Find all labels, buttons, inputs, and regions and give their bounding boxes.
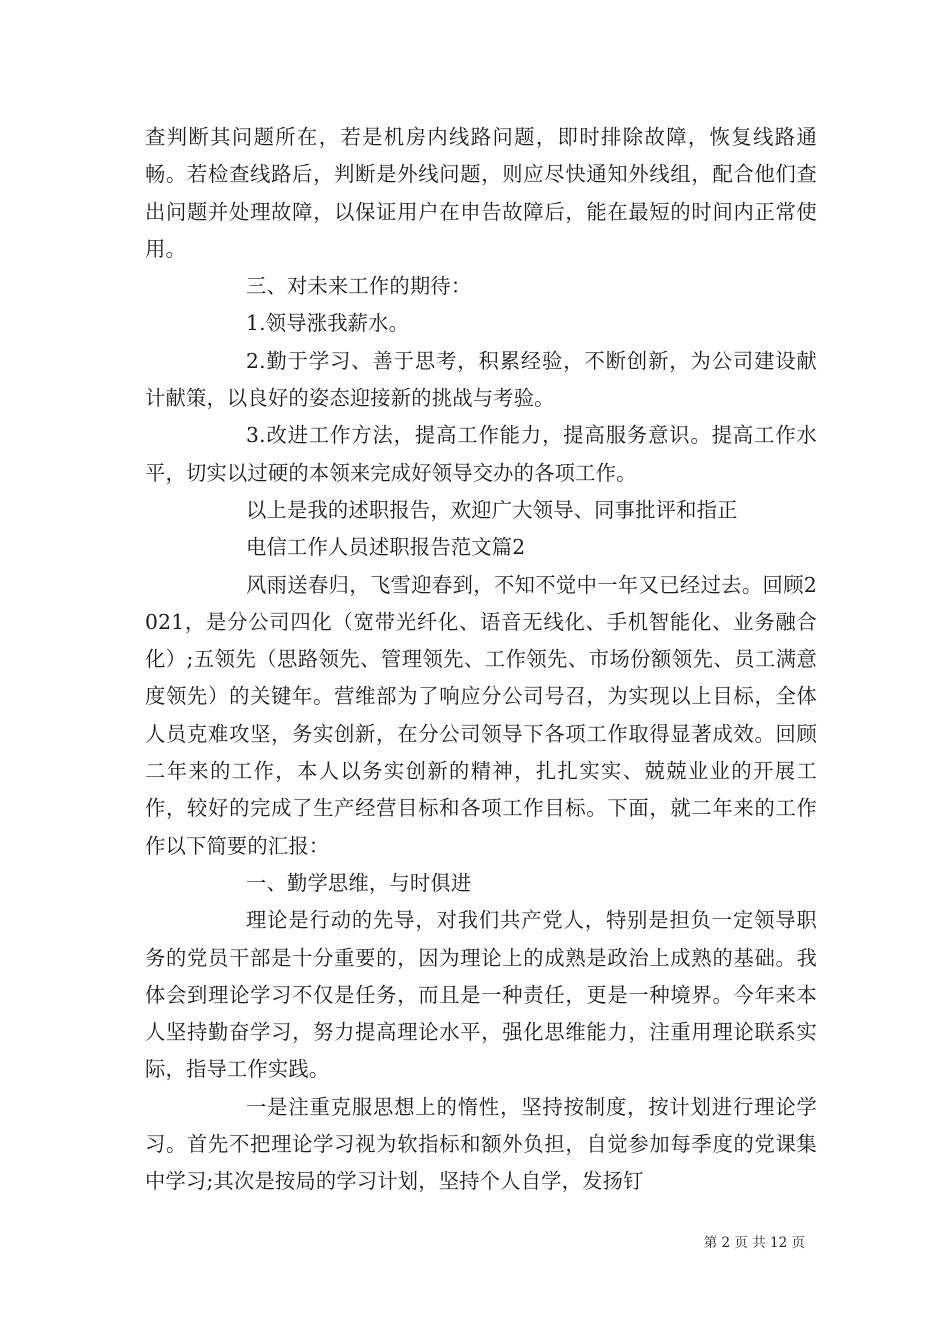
paragraph-intro: 风雨送春归，飞雪迎春到，不知不觉中一年又已经过去。回顾2021，是分公司四化（宽带光纤化、语音无线化、手机智能化、业务融合化）;五领先（思路领先、管理领先、工作领先、市场份额领先、员工满意度领先）的关键年。营维部为了响应分公司号召，为实现以上目标，全体人员克难攻坚，务实创新，在分公司领导下各项工作取得显著成效。回顾二年来的工作，本人以务实创新的精神，扎扎实实、兢兢业业的开展工作，较好的完成了生产经营目标和各项工作目标。下面，就二年来的工作作以下简要的汇报： bbox=[145, 572, 817, 858]
document-body bbox=[145, 119, 817, 1201]
list-item-3: 3.改进工作方法，提高工作能力，提高服务意识。提高工作水平，切实以过硬的本领来完成好领导交办的各项工作。 bbox=[145, 423, 817, 485]
section-heading-future-expectations: 三、对未来工作的期待： bbox=[246, 274, 472, 299]
list-item-1: 1.领导涨我薪水。 bbox=[246, 311, 410, 336]
list-item-2: 2.勤于学习、善于思考，积累经验，不断创新，为公司建设献计献策，以良好的姿态迎接新的挑战与考验。 bbox=[145, 348, 817, 411]
section-heading-study: 一、勤学思维，与时俱进 bbox=[246, 870, 472, 895]
closing-sentence: 以上是我的述职报告，欢迎广大领导、同事批评和指正 bbox=[246, 497, 738, 522]
article-title: 电信工作人员述职报告范文篇2 bbox=[246, 535, 526, 560]
paragraph-point-one: 一是注重克服思想上的惰性，坚持按制度，按计划进行理论学习。首先不把理论学习视为软指标和额外负担，自觉参加每季度的党课集中学习;其次是按局的学习计划，坚持个人自学，发扬钉 bbox=[145, 1094, 817, 1194]
paragraph-continuation: 查判断其问题所在，若是机房内线路问题，即时排除故障，恢复线路通畅。若检查线路后，判断是外线问题，则应尽快通知外线组，配合他们查出问题并处理故障，以保证用户在申告故障后，能在最短的时间内正常使用。 bbox=[145, 125, 817, 261]
page-number: 第 2 页 共 12 页 bbox=[703, 1235, 805, 1251]
paragraph-theory: 理论是行动的先导，对我们共产党人，特别是担负一定领导职务的党员干部是十分重要的，因为理论上的成熟是政治上成熟的基础。我体会到理论学习不仅是任务，而且是一种责任，更是一种境界。今年来本人坚持勤奋学习，努力提高理论水平，强化思维能力，注重用理论联系实际，指导工作实践。 bbox=[145, 908, 817, 1082]
